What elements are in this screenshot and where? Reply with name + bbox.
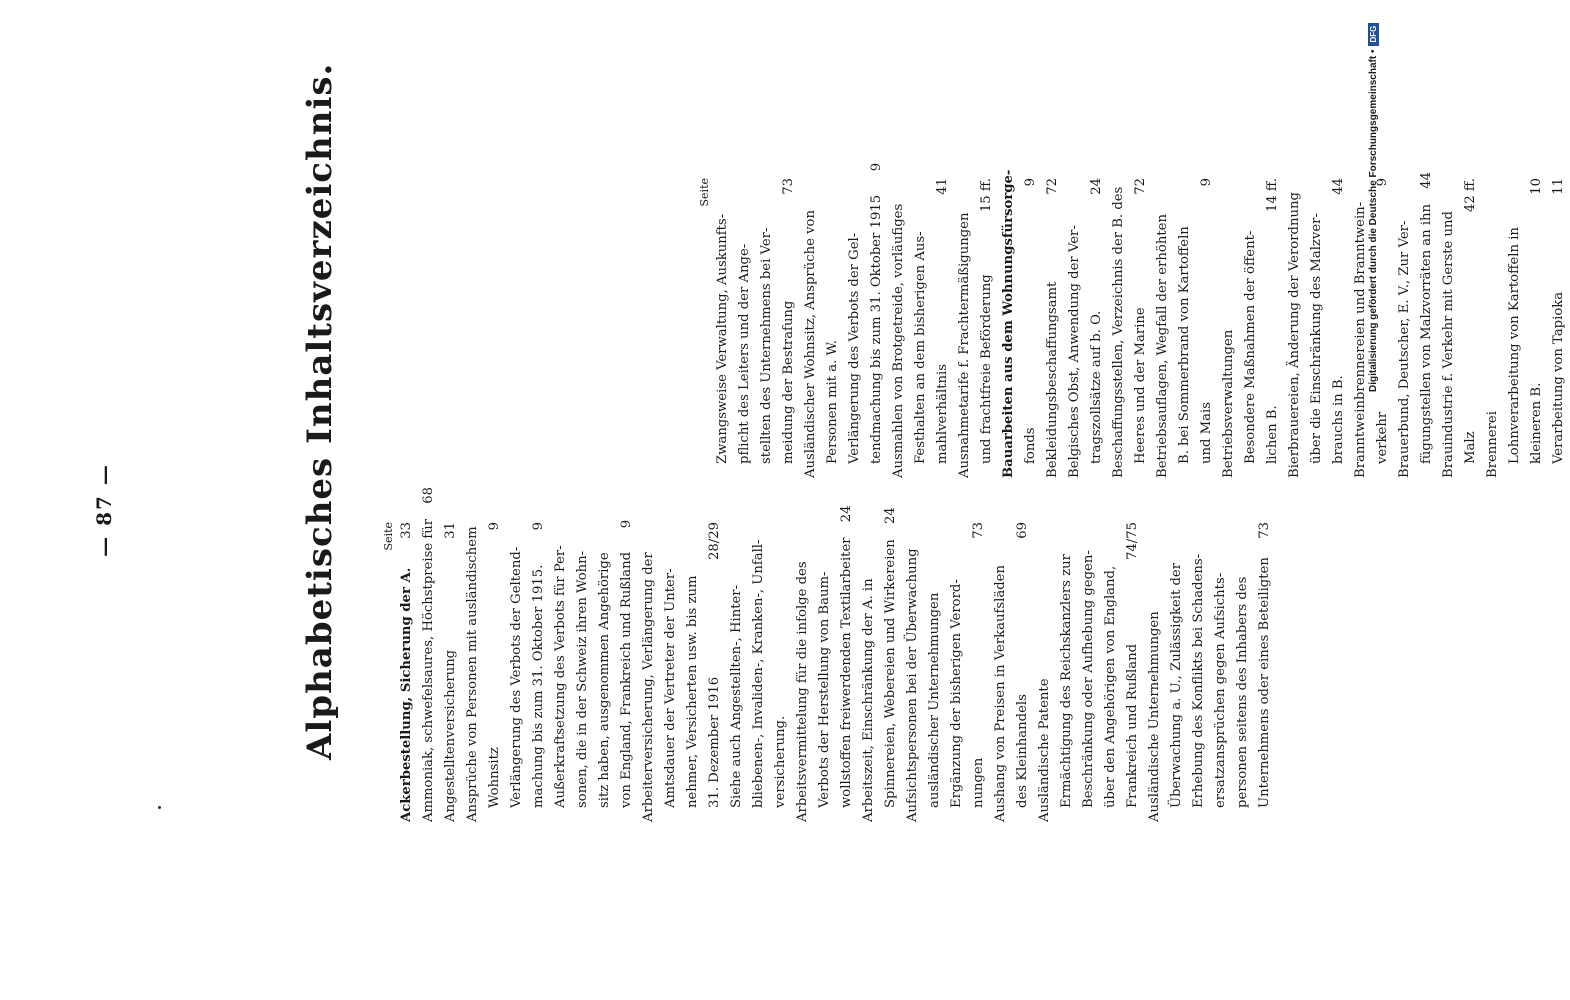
index-entry	[682, 522, 704, 822]
entry-text: Siehe auch Angestellten-, Hinter-	[729, 584, 744, 808]
index-entry	[1020, 178, 1042, 478]
index-entry	[1100, 522, 1122, 822]
index-entry	[638, 522, 660, 822]
index-entry	[1284, 178, 1306, 478]
entry-text: brauchs in B.	[1331, 375, 1346, 464]
index-entry	[1262, 178, 1284, 478]
entry-page-number: 69	[1015, 522, 1030, 539]
entry-text: nehmer, Versicherten usw. bis zum	[685, 575, 700, 808]
index-entry	[528, 522, 550, 822]
entry-text: Heeres und der Marine	[1133, 307, 1148, 464]
page-number: — 87 —	[92, 463, 116, 557]
entry-text: Bauarbeiten aus dem Wohnungsfürsorge-	[1001, 169, 1016, 478]
index-entry	[1188, 522, 1210, 822]
index-entry	[734, 178, 756, 478]
entry-text: personen seitens des Inhabers des	[1235, 576, 1250, 808]
index-entry	[902, 522, 924, 822]
entry-page-number: 10	[1529, 178, 1544, 195]
entry-page-number: 42 ff.	[1463, 178, 1478, 213]
index-entry	[990, 522, 1012, 822]
index-entry	[1042, 178, 1064, 478]
entry-page-number: 9	[531, 522, 546, 531]
dfg-logo: DFG	[1368, 23, 1379, 46]
entry-text: B. bei Sommerbrand von Kartoffeln	[1177, 226, 1192, 464]
entry-text: Erhebung des Konflikts bei Schadens-	[1191, 553, 1206, 808]
entry-text: Ackerbestellung, Sicherung der A.	[399, 567, 414, 822]
entry-text: von England, Frankreich und Rußland	[619, 551, 634, 808]
index-entry	[998, 169, 1020, 478]
entry-text: Brauerbund, Deutscher, E. V., Zur Ver-	[1397, 220, 1412, 478]
index-entry	[1254, 522, 1276, 822]
index-entry	[888, 178, 910, 478]
entry-text: Betriebsverwaltungen	[1221, 329, 1236, 478]
entry-text: Ergänzung der bisherigen Verord-	[949, 579, 964, 808]
index-entry	[1152, 178, 1174, 478]
index-entry	[1306, 178, 1328, 478]
entry-text: fonds	[1023, 427, 1038, 464]
index-entry	[814, 522, 836, 822]
entry-text: Personen mit a. W.	[825, 340, 840, 464]
index-entry	[858, 522, 880, 822]
index-entry	[792, 522, 814, 822]
index-entry	[712, 178, 734, 478]
entry-text: Frankreich und Rußland	[1125, 643, 1140, 808]
index-entry	[1064, 178, 1086, 478]
entry-text: Ausländische Unternehmungen	[1147, 611, 1162, 822]
index-entry	[572, 522, 594, 822]
entry-page-number: 9	[1023, 178, 1038, 187]
index-entry	[1078, 522, 1100, 822]
entry-text: über den Angehörigen von England,	[1103, 565, 1118, 808]
index-entry	[1210, 522, 1232, 822]
entry-text: Arbeitsvermittelung für die infolge des	[795, 561, 810, 822]
index-entry	[756, 178, 778, 478]
index-column-left	[382, 486, 1276, 822]
entry-text: sonen, die in der Schweiz ihren Wohn-	[575, 550, 590, 808]
entry-page-number: 31	[443, 522, 458, 539]
column-header: Seite	[382, 522, 395, 551]
index-entry	[1394, 178, 1416, 478]
index-entry	[1416, 171, 1438, 478]
entry-page-number: 72	[1133, 178, 1148, 195]
index-entry	[704, 522, 726, 822]
entry-text: stellten des Unternehmens bei Ver-	[759, 227, 774, 464]
entry-text: Verlängerung des Verbots der Gel-	[847, 232, 862, 464]
entry-text: über die Einschränkung des Malzver-	[1309, 213, 1324, 464]
index-entry	[660, 522, 682, 822]
entry-text: Unternehmens oder eines Beteiligten	[1257, 557, 1272, 808]
entry-text: kleineren B.	[1529, 382, 1544, 464]
index-entry	[1196, 178, 1218, 478]
entry-text: fügungstellen von Malzvorräten an ihn	[1419, 203, 1434, 464]
index-entry	[968, 522, 990, 822]
entry-page-number: 44	[1331, 178, 1346, 195]
page-title: Alphabetisches Inhaltsverzeichnis.	[300, 62, 340, 760]
entry-text: und frachtfreie Beförderung	[979, 274, 994, 464]
entry-page-number: 41	[935, 178, 950, 195]
entry-text: Arbeitszeit, Einschränkung der A. in	[861, 578, 876, 822]
index-entry	[1460, 178, 1482, 478]
index-entry	[594, 522, 616, 822]
index-entry	[726, 522, 748, 822]
entry-text: wollstoffen freiwerdenden Textilarbeiter	[839, 537, 854, 808]
index-entry	[1438, 178, 1460, 478]
entry-text: Beschaffungsstellen, Verzeichnis der B. des	[1111, 186, 1126, 478]
entry-text: Amtsdauer der Vertreter der Unter-	[663, 568, 678, 808]
index-entry	[866, 162, 888, 478]
entry-text: bliebenen-, Invaliden-, Kranken-, Unfall-	[751, 539, 766, 808]
entry-text: Beschränkung oder Aufhebung gegen-	[1081, 550, 1096, 808]
index-entry	[778, 178, 800, 478]
entry-page-number: 9	[619, 519, 634, 529]
index-entry	[1504, 178, 1526, 478]
entry-text: ausländischer Unternehmungen	[927, 592, 942, 808]
entry-text: Branntweinbrennereien und Branntwein-	[1353, 201, 1368, 478]
index-entry	[748, 522, 770, 822]
entry-text: Angestelltenversicherung	[443, 649, 458, 822]
entry-page-number: 68	[421, 486, 436, 504]
index-entry	[396, 522, 418, 822]
entry-text: Brauindustrie f. Verkehr mit Gerste und	[1441, 211, 1456, 478]
entry-page-number: 9	[1199, 178, 1214, 187]
entry-text: Ammoniak, schwefelsaures, Höchstpreise für	[421, 518, 436, 822]
index-entry	[1034, 522, 1056, 822]
index-entry	[770, 522, 792, 822]
entry-page-number: 9	[487, 522, 502, 531]
entry-text: und Mais	[1199, 402, 1214, 464]
entry-text: ersatzansprüchen gegen Aufsichts-	[1213, 572, 1228, 808]
entry-page-number: 73	[971, 522, 986, 539]
entry-text: Bekleidungsbeschaffungsamt	[1045, 281, 1060, 478]
index-entry	[1482, 178, 1504, 478]
entry-text: Malz	[1463, 431, 1478, 464]
entry-text: Wohnsitz	[487, 747, 502, 808]
entry-page-number: 72	[1045, 178, 1060, 195]
entry-page-number: 73	[1257, 522, 1272, 539]
index-entry	[836, 505, 858, 822]
entry-text: Ausmahlen von Brotgetreide, vorläufiges	[891, 203, 906, 478]
entry-text: Belgisches Obst, Anwendung der Ver-	[1067, 225, 1082, 478]
entry-text: Ausländische Patente	[1037, 678, 1052, 822]
index-entry	[1232, 522, 1254, 822]
entry-text: Verlängerung des Verbots der Geltend-	[509, 546, 524, 808]
column-header: Seite	[698, 178, 711, 207]
index-entry	[954, 178, 976, 478]
entry-text: meidung der Bestrafung	[781, 300, 796, 464]
index-entry	[1012, 522, 1034, 822]
index-entry	[1056, 522, 1078, 822]
entry-page-number: 24	[839, 505, 854, 523]
entry-text: Betriebsauflagen, Wegfall der erhöhten	[1155, 214, 1170, 478]
index-entry	[800, 178, 822, 478]
index-entry	[976, 178, 998, 478]
index-entry	[946, 522, 968, 822]
entry-page-number: 11	[1551, 178, 1566, 195]
index-entry	[1526, 178, 1548, 478]
entry-text: versicherung.	[773, 715, 788, 808]
entry-page-number: 9	[1375, 178, 1390, 187]
index-entry	[1548, 178, 1570, 478]
entry-text: sitz haben, ausgenommen Angehörige	[597, 552, 612, 808]
entry-text: Aufsichtspersonen bei der Überwachung	[905, 548, 920, 822]
entry-text: Ausnahmetarife f. Frachtermäßigungen	[957, 212, 972, 478]
entry-text: Verarbeitung von Tapioka	[1551, 291, 1566, 464]
index-entry	[1086, 178, 1108, 478]
entry-text: verkehr	[1375, 411, 1390, 464]
entry-text: Zwangsweise Verwaltung, Auskunfts-	[715, 213, 730, 464]
credit-text: Digitalisierung gefördert durch die Deutsche Forschungsgemeinschaft •	[1368, 49, 1379, 392]
entry-list-left	[396, 486, 1276, 822]
entry-page-number: 28/29	[707, 522, 722, 561]
entry-text: des Kleinhandels	[1015, 694, 1030, 808]
index-entry	[1328, 178, 1350, 478]
index-entry	[1218, 178, 1240, 478]
index-entry	[616, 519, 638, 822]
index-entry	[822, 178, 844, 478]
entry-page-number: 44	[1419, 171, 1434, 189]
entry-text: Besondere Maßnahmen der öffent-	[1243, 230, 1258, 464]
index-entry	[1144, 522, 1166, 822]
entry-text: Bierbrauereien, Änderung der Verordnung	[1287, 192, 1302, 478]
index-entry	[462, 522, 484, 822]
index-entry	[1122, 522, 1144, 822]
entry-text: Verbots der Herstellung von Baum-	[817, 571, 832, 808]
entry-text: 31. Dezember 1916	[707, 676, 722, 808]
entry-page-number: 15 ff.	[979, 178, 994, 213]
entry-page-number: 74/75	[1125, 522, 1140, 561]
index-entry	[932, 178, 954, 478]
index-entry	[550, 522, 572, 822]
index-entry	[506, 522, 528, 822]
entry-text: Festhalten an dem bisherigen Aus-	[913, 231, 928, 464]
index-entry	[440, 522, 462, 822]
entry-page-number: 73	[781, 178, 796, 195]
index-entry	[910, 178, 932, 478]
index-entry	[1166, 522, 1188, 822]
entry-text: Überwachung a. U., Zulässigkeit der	[1169, 562, 1184, 808]
index-entry	[880, 507, 902, 822]
entry-text: Lohnverarbeitung von Kartoffeln in	[1507, 227, 1522, 464]
entry-text: Brennerei	[1485, 411, 1500, 478]
entry-text: Ausländischer Wohnsitz, Ansprüche von	[803, 210, 818, 478]
entry-text: Außerkraftsetzung des Verbots für Per-	[553, 545, 568, 808]
entry-text: Arbeiterversicherung, Verlängerung der	[641, 552, 656, 822]
index-entry	[418, 486, 440, 822]
index-entry	[1240, 178, 1262, 478]
entry-text: lichen B.	[1265, 405, 1280, 464]
entry-text: Ansprüche von Personen mit ausländischem	[465, 526, 480, 822]
entry-page-number: 9	[869, 162, 884, 172]
entry-text: machung bis zum 31. Oktober 1915.	[531, 564, 546, 808]
entry-list-right	[712, 162, 1570, 478]
entry-text: tragszollsätze auf b. O.	[1089, 310, 1104, 464]
entry-text: pflicht des Leiters und der Ange-	[737, 243, 752, 464]
index-entry	[1130, 178, 1152, 478]
index-entry	[1108, 178, 1130, 478]
scan-speck	[158, 806, 161, 809]
entry-text: nungen	[971, 757, 986, 808]
index-entry	[844, 178, 866, 478]
digitization-credit	[1368, 2, 1379, 392]
entry-text: mahlverhältnis	[935, 364, 950, 464]
entry-page-number: 14 ff.	[1265, 178, 1280, 213]
entry-text: Spinnereien, Webereien und Wirkereien	[883, 539, 898, 808]
entry-text: Aushang von Preisen in Verkaufsläden	[993, 565, 1008, 822]
entry-page-number: 24	[883, 507, 898, 525]
entry-page-number: 33	[399, 522, 414, 539]
index-entry	[1174, 178, 1196, 478]
index-column-right	[698, 162, 1570, 478]
entry-text: tendmachung bis zum 31. Oktober 1915	[869, 194, 884, 464]
entry-page-number: 24	[1089, 178, 1104, 195]
entry-text: Ermächtigung des Reichskanzlers zur	[1059, 554, 1074, 808]
index-entry	[924, 522, 946, 822]
index-entry	[484, 522, 506, 822]
